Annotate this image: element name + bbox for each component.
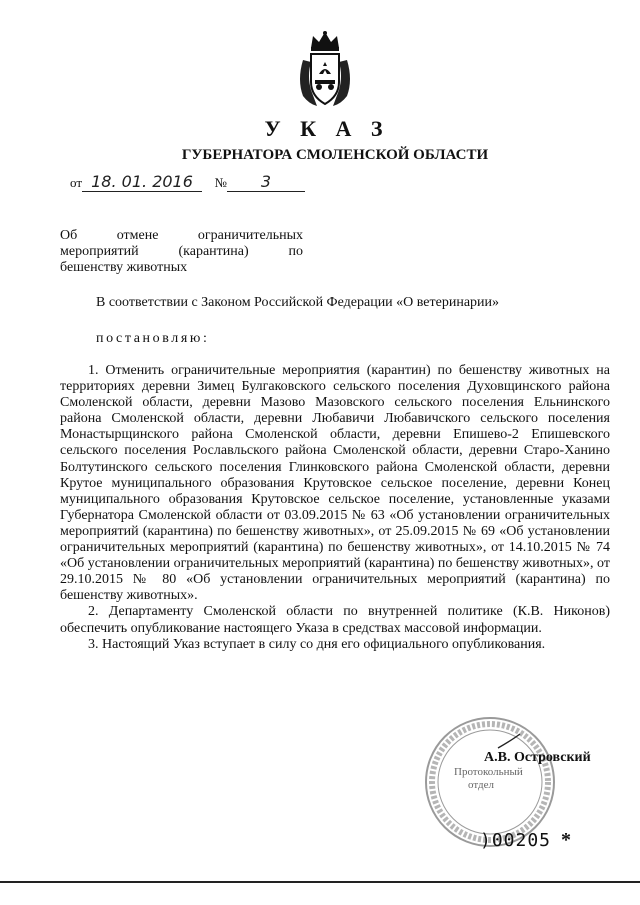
number-prefix: № [214,175,227,190]
stamp-text-line: отдел [468,779,494,791]
decree-paragraph: 3. Настоящий Указ вступает в силу со дня его официального опубликования. [88,636,546,652]
document-title: У К А З [264,116,390,141]
number-value: 3 [227,172,305,192]
date-prefix: от [70,175,83,190]
subject-block [60,228,303,276]
preamble: В соответствии с Законом Российской Федерации «О ветеринарии» [96,295,500,310]
subject-line: бешенству животных [60,260,188,275]
decree-paragraph: 2. Департаменту Смоленской области по внутренней политике (К.В. Никонов) обеспечить опубликование настоящего Указа в средствах массовой информации. [60,604,610,636]
registration-number: )00205 [480,830,552,851]
bottom-divider [0,881,640,883]
stamp-text [454,766,523,792]
date-and-number-line [70,172,305,192]
stamp-text-line: Протокольный [454,766,523,778]
signer-name: А.В. Островский [484,750,591,765]
decree-paragraph: 1. Отменить ограничительные мероприятия (карантин) по бешенству животных на территориях деревни Зимец Булгаковского сельского поселения Духовщинского района Смоленской области, деревни Мазово Мазовского сельского поселения Ельнинского района Смоленской области, деревни Любавичи Любавичского сельского поселения Монастырщинского района Смоленской области, деревни Епишево-2 Епишевского сельского поселения Рославльского района Смоленской области, деревни Старо-Ханино Болтутинского сельского поселения Глинковского района Смоленской области, деревни Крутое муниципального образования Крутовское сельское поселение, деревни Конец муниципального образования Крутовское сельское поселение, установленные указами Губернатора Смоленской области от 03.09.2015 № 63 «Об установлении ограничительных мероприятий (карантина) по бешенству животных», от 25.09.2015 № 69 «Об установлении ограничительных мероприятий (карантина) по бешенству животных», от 14.10.2015 № 74 «Об установлении ограничительных мероприятий (карантина) по бешенству животных», от 29.10.2015 № 80 «Об установлении ограничительных мероприятий (карантина) по бешенству животных». [60,363,610,604]
document-issuer: ГУБЕРНАТОРА СМОЛЕНСКОЙ ОБЛАСТИ [181,147,489,163]
subject-line: Об отмене ограничительных [60,228,303,243]
date-value: 18. 01. 2016 [82,172,202,192]
decree-word: постановляю: [96,331,210,346]
decree-body [60,363,610,653]
registration-mark: * [561,829,571,851]
subject-line: мероприятий (карантина) по [60,244,303,259]
coat-of-arms-emblem [297,30,353,112]
